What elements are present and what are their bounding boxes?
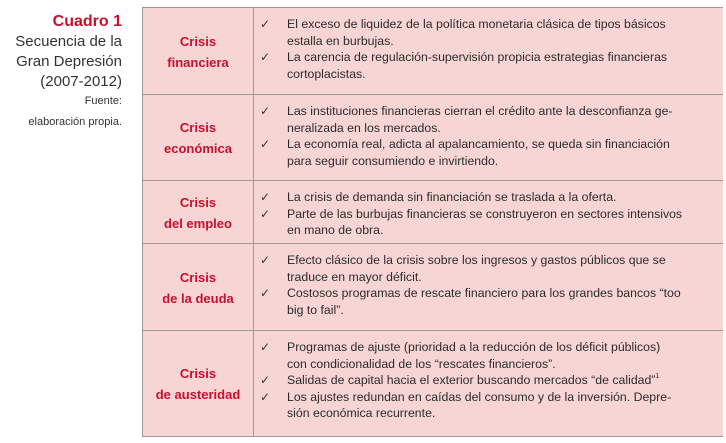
item-text-line: big to fail”. [287,302,344,317]
caption-title: Cuadro 1 [52,13,122,30]
item-text-line: El exceso de liquidez de la política monetaria clásica de tipos básicos [287,17,666,31]
item-text-line: estalla en burbujas. [287,33,394,48]
table-row [142,95,723,181]
list-item [260,103,717,136]
item-text-line: con condicionalidad de los “rescates financieros”. [287,356,556,371]
row-label [142,95,254,180]
row-label-line: del empleo [164,215,232,231]
item-text-line: Costosos programas de rescate financiero para los grandes bancos “too [287,286,681,300]
check-icon: ✓ [260,104,271,118]
caption-source-label: Fuente: [84,95,122,107]
check-icon: ✓ [260,190,271,204]
footnote-mark: 1 [655,373,660,380]
check-icon: ✓ [260,389,271,404]
row-label-line: financiera [167,54,229,70]
crisis-sequence-table [142,7,723,437]
list-item [260,206,717,239]
item-text-line: La carencia de regulación-supervisión propicia estrategias financieras [287,50,668,64]
row-label-line: Crisis [179,33,217,49]
row-label [142,181,254,243]
item-text-line: Parte de las burbujas financieras se construyeron en sectores intensivos [287,206,683,221]
item-text-line: Los ajustes redundan en caídas del consumo y de la inversión. Depre- [287,389,672,404]
row-content [254,244,723,330]
row-label-line: de austeridad [155,387,241,402]
row-content [254,8,723,94]
row-label-line: Crisis [179,120,217,135]
table-row [142,8,723,95]
row-label-line: Crisis [179,194,217,210]
table-row [142,331,723,437]
table-row [142,244,723,331]
caption-subtitle-line-3: (2007-2012) [40,73,122,90]
list-item [260,389,717,422]
table-caption [0,12,122,134]
item-text-line: cortoplacistas. [287,66,366,81]
item-text-line: La economía real, adicta al apalancamiento, se queda sin financiación [287,137,670,151]
check-icon: ✓ [260,137,271,151]
list-item [260,252,717,285]
item-text-line: neralizada en los mercados. [287,120,441,135]
list-item [260,136,717,169]
list-item [260,16,717,49]
row-content [254,181,723,243]
row-content [254,331,723,436]
row-label-line: Crisis [179,269,217,285]
caption-subtitle-line-2: Gran Depresión [16,53,122,70]
check-icon: ✓ [260,286,271,300]
row-label [142,8,254,94]
item-text-line: La crisis de demanda sin financiación se traslada a la oferta. [287,190,617,204]
list-item [260,372,717,389]
list-item [260,339,717,372]
caption-subtitle-line-1: Secuencia de la [15,33,122,50]
caption-source-text: elaboración propia. [28,116,122,128]
row-content [254,95,723,180]
list-item [260,285,717,318]
item-text-segment: Salidas de capital hacia el exterior buscando mercados “de calidad” [287,373,656,387]
list-item [260,49,717,82]
check-icon: ✓ [260,206,271,221]
item-text-line: en mano de obra. [287,223,384,237]
list-item [260,189,717,206]
item-text-line: traduce en mayor déficit. [287,269,422,284]
row-label [142,331,254,436]
row-label-line: de la deuda [162,290,234,306]
check-icon: ✓ [260,373,271,387]
item-text-line: para seguir consumiendo e invirtiendo. [287,153,499,168]
row-label-line: económica [164,141,232,156]
check-icon: ✓ [260,50,271,64]
check-icon: ✓ [260,17,271,31]
check-icon: ✓ [260,253,271,267]
row-label [142,244,254,330]
item-text-line: sión económica recurrente. [287,406,436,420]
item-text-line [287,372,717,389]
row-label-line: Crisis [179,366,217,381]
check-icon: ✓ [260,340,271,354]
item-text-line: Programas de ajuste (prioridad a la reducción de los déficit públicos) [287,340,661,354]
item-text-line: Efecto clásico de la crisis sobre los ingresos y gastos públicos que se [287,253,666,267]
table-row [142,181,723,244]
item-text-line: Las instituciones financieras cierran el crédito ante la desconfianza ge- [287,104,673,118]
